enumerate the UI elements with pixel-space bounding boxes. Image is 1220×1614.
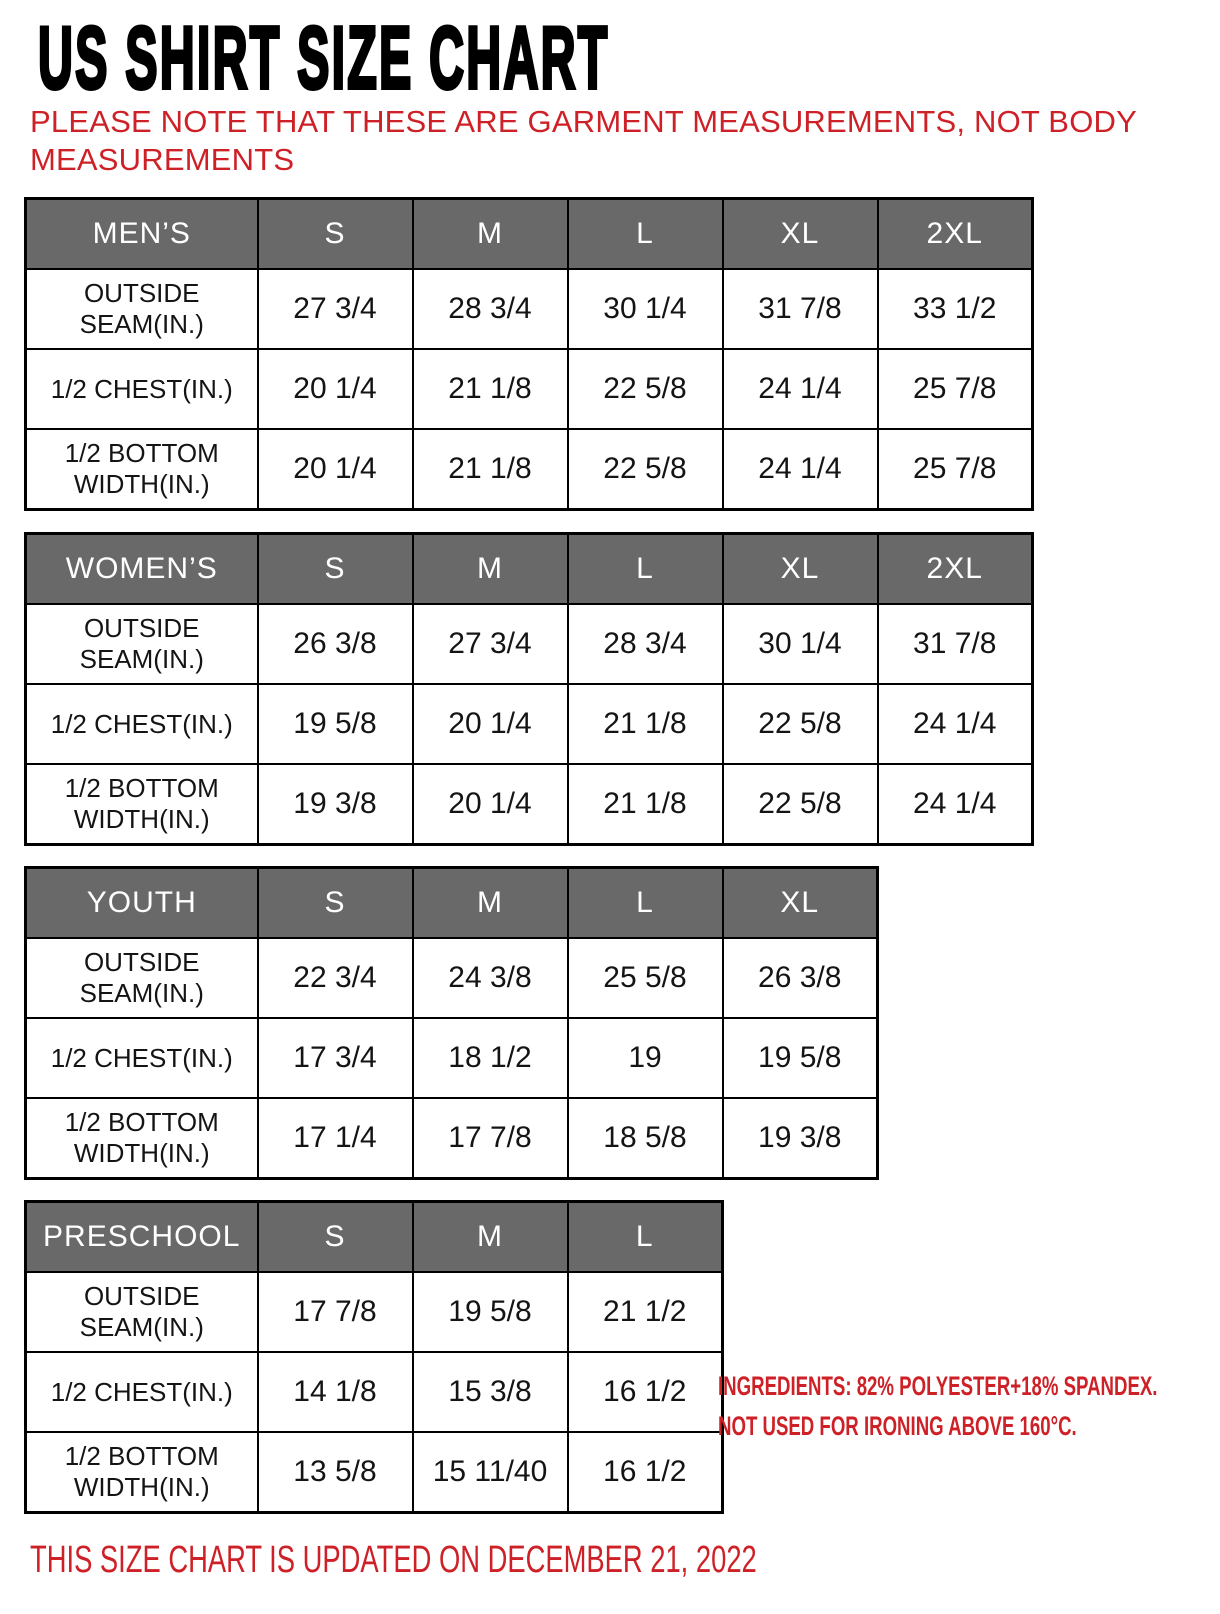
row-label: 1/2 BOTTOM WIDTH(IN.) [26,429,258,510]
size-value-cell: 15 3/8 [413,1352,568,1432]
size-value-cell: 22 5/8 [568,429,723,510]
column-header: L [568,868,723,939]
row-label: 1/2 CHEST(IN.) [26,1018,258,1098]
size-value-cell: 17 7/8 [258,1272,413,1352]
size-value-cell: 19 5/8 [723,1018,878,1098]
size-value-cell: 24 1/4 [723,429,878,510]
column-header: M [413,534,568,605]
page-title: US SHIRT SIZE CHART [38,8,610,107]
size-value-cell: 16 1/2 [568,1352,723,1432]
size-value-cell: 21 1/8 [413,429,568,510]
size-value-cell: 22 5/8 [723,764,878,845]
size-value-cell: 26 3/8 [258,604,413,684]
size-table-preschool [24,1200,724,1514]
size-value-cell: 20 1/4 [258,349,413,429]
row-label: 1/2 CHEST(IN.) [26,684,258,764]
size-value-cell: 31 7/8 [723,269,878,349]
size-value-cell: 24 1/4 [723,349,878,429]
size-value-cell: 21 1/8 [413,349,568,429]
size-value-cell: 18 5/8 [568,1098,723,1179]
header-row [26,868,878,939]
size-value-cell: 24 3/8 [413,938,568,1018]
row-label: 1/2 BOTTOM WIDTH(IN.) [26,764,258,845]
column-header: L [568,534,723,605]
update-date-note: THIS SIZE CHART IS UPDATED ON DECEMBER 21, 2022 [30,1539,757,1581]
size-value-cell: 19 3/8 [723,1098,878,1179]
group-header: MEN’S [26,199,258,270]
size-value-cell: 22 3/4 [258,938,413,1018]
table-row [26,1018,878,1098]
size-value-cell: 28 3/4 [568,604,723,684]
size-value-cell: 13 5/8 [258,1432,413,1513]
header-row [26,199,1033,270]
column-header: S [258,868,413,939]
column-header: S [258,534,413,605]
header-row [26,1202,723,1273]
size-value-cell: 20 1/4 [413,684,568,764]
size-value-cell: 19 5/8 [413,1272,568,1352]
table-row [26,1272,723,1352]
column-header: XL [723,534,878,605]
table-row [26,1352,723,1432]
row-label: OUTSIDE SEAM(IN.) [26,1272,258,1352]
size-value-cell: 15 11/40 [413,1432,568,1513]
size-value-cell: 21 1/2 [568,1272,723,1352]
size-value-cell: 25 7/8 [878,429,1033,510]
column-header: M [413,868,568,939]
size-table-mens [24,197,1034,511]
row-label: 1/2 CHEST(IN.) [26,349,258,429]
size-value-cell: 30 1/4 [723,604,878,684]
size-value-cell: 20 1/4 [258,429,413,510]
garment-measurement-note: PLEASE NOTE THAT THESE ARE GARMENT MEASUREMENTS, NOT BODY MEASUREMENTS [30,104,1137,177]
column-header: L [568,199,723,270]
size-value-cell: 16 1/2 [568,1432,723,1513]
row-label: 1/2 BOTTOM WIDTH(IN.) [26,1098,258,1179]
column-header: M [413,1202,568,1273]
table-row [26,764,1033,845]
size-value-cell: 18 1/2 [413,1018,568,1098]
table-row [26,429,1033,510]
table-row [26,604,1033,684]
ingredients-line: INGREDIENTS: 82% POLYESTER+18% SPANDEX. [718,1371,1158,1401]
size-value-cell: 21 1/8 [568,684,723,764]
row-label: 1/2 BOTTOM WIDTH(IN.) [26,1432,258,1513]
size-value-cell: 26 3/8 [723,938,878,1018]
size-value-cell: 31 7/8 [878,604,1033,684]
column-header: XL [723,199,878,270]
size-value-cell: 19 5/8 [258,684,413,764]
size-value-cell: 17 3/4 [258,1018,413,1098]
row-label: 1/2 CHEST(IN.) [26,1352,258,1432]
table-row [26,349,1033,429]
size-value-cell: 19 [568,1018,723,1098]
column-header: L [568,1202,723,1273]
size-value-cell: 27 3/4 [258,269,413,349]
table-row [26,1432,723,1513]
size-value-cell: 25 7/8 [878,349,1033,429]
column-header: M [413,199,568,270]
group-header: YOUTH [26,868,258,939]
header-row [26,534,1033,605]
row-label: OUTSIDE SEAM(IN.) [26,269,258,349]
table-row [26,938,878,1018]
size-value-cell: 20 1/4 [413,764,568,845]
size-value-cell: 19 3/8 [258,764,413,845]
size-table-youth [24,866,879,1180]
table-row [26,269,1033,349]
group-header: WOMEN’S [26,534,258,605]
size-value-cell: 25 5/8 [568,938,723,1018]
size-table-womens [24,532,1034,846]
size-value-cell: 33 1/2 [878,269,1033,349]
size-value-cell: 30 1/4 [568,269,723,349]
size-value-cell: 24 1/4 [878,684,1033,764]
size-value-cell: 21 1/8 [568,764,723,845]
table-row [26,1098,878,1179]
row-label: OUTSIDE SEAM(IN.) [26,938,258,1018]
column-header: S [258,1202,413,1273]
column-header: S [258,199,413,270]
column-header: XL [723,868,878,939]
group-header: PRESCHOOL [26,1202,258,1273]
ironing-warning-line: NOT USED FOR IRONING ABOVE 160°C. [718,1411,1077,1441]
size-value-cell: 14 1/8 [258,1352,413,1432]
size-value-cell: 27 3/4 [413,604,568,684]
size-value-cell: 22 5/8 [568,349,723,429]
size-value-cell: 28 3/4 [413,269,568,349]
column-header: 2XL [878,199,1033,270]
table-row [26,684,1033,764]
column-header: 2XL [878,534,1033,605]
size-value-cell: 24 1/4 [878,764,1033,845]
size-value-cell: 17 7/8 [413,1098,568,1179]
size-value-cell: 17 1/4 [258,1098,413,1179]
size-value-cell: 22 5/8 [723,684,878,764]
row-label: OUTSIDE SEAM(IN.) [26,604,258,684]
ingredients-note [718,1366,1157,1446]
